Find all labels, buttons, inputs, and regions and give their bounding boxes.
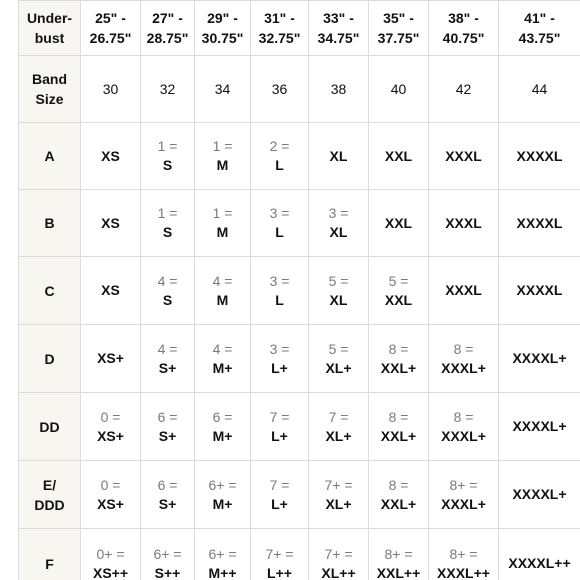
band-size-cell: [195, 56, 251, 123]
underbust-range-cell: [141, 1, 195, 56]
cup-label: F: [45, 555, 54, 572]
underbust-range-line: 31" -: [264, 10, 295, 26]
size-label: XS: [101, 214, 120, 231]
underbust-range-line: 34.75": [317, 30, 360, 46]
size-label: XXXL+: [441, 495, 486, 512]
band-size-value: 38: [330, 81, 347, 97]
size-label: M+: [212, 495, 233, 512]
band-size-label-cell: [19, 56, 81, 123]
size-label: XXXL: [445, 214, 482, 231]
band-size-value: 42: [455, 81, 472, 97]
underbust-range-cell: [195, 1, 251, 56]
underbust-range-line: 41" -: [524, 10, 555, 26]
size-cell: [195, 190, 251, 257]
underbust-range-line: 29" -: [207, 10, 238, 26]
size-code: 3 =: [269, 340, 290, 357]
size-cell: [499, 190, 580, 257]
size-cell: [141, 461, 195, 529]
size-label: S++: [154, 564, 181, 580]
table-row: [19, 461, 580, 529]
size-code: 6 =: [157, 476, 178, 493]
size-label: XXXXL++: [508, 555, 571, 571]
size-label: XL: [329, 291, 348, 308]
size-cell: [251, 529, 309, 580]
size-cell: [499, 123, 580, 190]
underbust-label-line: bust: [34, 30, 65, 46]
size-code: 7+ =: [265, 545, 294, 562]
size-code: 8 =: [388, 340, 409, 357]
cup-label: E/: [42, 476, 57, 493]
size-cell: [369, 529, 429, 580]
size-code: 4 =: [157, 340, 178, 357]
size-label: XXXXL+: [512, 486, 567, 502]
size-label: L: [275, 291, 284, 308]
size-code: 8+ =: [449, 545, 478, 562]
table-row: [19, 325, 580, 393]
size-cell: [499, 325, 580, 393]
size-cell: [429, 393, 499, 461]
size-cell: [499, 257, 580, 325]
size-chart: [18, 0, 580, 580]
cup-label: B: [44, 215, 55, 231]
underbust-range-line: 30.75": [201, 30, 244, 46]
size-cell: [369, 190, 429, 257]
size-label: XXXL++: [437, 564, 490, 580]
underbust-range-line: 28.75": [146, 30, 189, 46]
size-code: 1 =: [157, 205, 178, 221]
band-size-value: 44: [531, 81, 548, 97]
size-cell: [251, 325, 309, 393]
band-size-cell: [369, 56, 429, 123]
size-cell: [81, 461, 141, 529]
size-cell: [141, 257, 195, 325]
size-label: L+: [271, 427, 288, 444]
size-code: 0 =: [100, 476, 121, 493]
size-code: 5 =: [328, 340, 349, 357]
size-cell: [499, 461, 580, 529]
band-size-cell: [309, 56, 369, 123]
size-label: XS+: [97, 427, 124, 444]
underbust-range-line: 32.75": [258, 30, 301, 46]
size-cell: [309, 529, 369, 580]
size-label: S: [162, 291, 173, 308]
size-code: 8 =: [388, 476, 409, 493]
size-code: 3 =: [269, 205, 290, 221]
size-code: 6 =: [212, 408, 233, 425]
size-cell: [369, 325, 429, 393]
size-cell: [309, 393, 369, 461]
size-label: XS+: [97, 495, 124, 512]
size-code: 8 =: [388, 408, 409, 425]
size-label: XXXL+: [441, 359, 486, 376]
size-label: XL+: [325, 427, 352, 444]
size-cell: [429, 257, 499, 325]
underbust-range-line: 25" -: [95, 10, 126, 26]
size-cell: [429, 529, 499, 580]
size-cell: [251, 190, 309, 257]
size-cell: [251, 393, 309, 461]
size-cell: [195, 325, 251, 393]
size-label: XXXXL: [516, 214, 563, 231]
size-cell: [81, 325, 141, 393]
table-row: [19, 257, 580, 325]
size-label: XL+: [325, 495, 352, 512]
cup-label-cell: [19, 190, 81, 257]
size-label: XXXL: [445, 282, 482, 298]
underbust-range-cell: [251, 1, 309, 56]
size-code: 6 =: [157, 408, 178, 425]
cup-label-cell: [19, 123, 81, 190]
size-cell: [251, 257, 309, 325]
size-code: 0 =: [100, 408, 121, 425]
size-cell: [251, 461, 309, 529]
size-code: 1 =: [212, 138, 233, 154]
size-code: 5 =: [388, 272, 409, 289]
band-size-cell: [81, 56, 141, 123]
band-size-cell: [429, 56, 499, 123]
size-label: XXL+: [380, 427, 417, 444]
size-label: XXL++: [376, 564, 421, 580]
size-label: L: [275, 157, 284, 173]
size-label: L+: [271, 495, 288, 512]
underbust-label-cell: [19, 1, 81, 56]
size-label: XXXXL+: [512, 418, 567, 434]
size-cell: [429, 190, 499, 257]
size-cell: [429, 123, 499, 190]
size-label: XXL+: [380, 495, 417, 512]
size-cell: [81, 257, 141, 325]
size-cell: [141, 190, 195, 257]
cup-label-cell: [19, 529, 81, 580]
size-code: 4 =: [157, 272, 178, 289]
cup-label: A: [44, 148, 55, 164]
size-label: M+: [212, 427, 233, 444]
size-cell: [251, 123, 309, 190]
size-label: S: [162, 157, 173, 173]
band-size-value: 36: [271, 81, 288, 97]
size-code: 7+ =: [324, 476, 353, 493]
size-code: 7 =: [328, 408, 349, 425]
band-size-value: 34: [214, 81, 231, 97]
size-cell: [499, 393, 580, 461]
underbust-range-cell: [369, 1, 429, 56]
size-label: M: [216, 291, 229, 308]
underbust-range-line: 35" -: [383, 10, 414, 26]
size-code: 0+ =: [96, 545, 125, 562]
size-code: 4 =: [212, 272, 233, 289]
underbust-label-line: Under-: [26, 10, 73, 26]
size-label: L: [275, 224, 284, 240]
size-label: XL++: [321, 564, 356, 580]
size-label: S+: [158, 359, 177, 376]
underbust-range-line: 37.75": [377, 30, 420, 46]
size-label: XXXXL+: [512, 350, 567, 366]
band-size-cell: [251, 56, 309, 123]
size-label: M: [216, 224, 229, 240]
size-code: 3 =: [269, 272, 290, 289]
underbust-range-line: 38" -: [448, 10, 479, 26]
size-code: 6+ =: [208, 476, 237, 493]
size-label: M: [216, 157, 229, 173]
band-size-label-line: Band: [32, 71, 67, 87]
size-cell: [309, 325, 369, 393]
size-cell: [141, 393, 195, 461]
size-label: XS+: [97, 350, 124, 366]
size-label: M++: [208, 564, 237, 580]
size-label: XS: [101, 147, 120, 164]
underbust-range-cell: [429, 1, 499, 56]
underbust-range-line: 43.75": [518, 30, 561, 46]
size-cell: [81, 190, 141, 257]
table-row: [19, 123, 580, 190]
band-size-cell: [141, 56, 195, 123]
underbust-range-cell: [499, 1, 580, 56]
band-size-value: 30: [102, 81, 119, 97]
size-cell: [81, 529, 141, 580]
size-cell: [195, 393, 251, 461]
size-code: 2 =: [269, 138, 290, 154]
underbust-row: [19, 1, 580, 56]
size-label: L+: [271, 359, 288, 376]
table-row: [19, 190, 580, 257]
size-label: XXL: [384, 214, 413, 231]
size-label: XS: [101, 282, 120, 298]
size-cell: [309, 257, 369, 325]
size-label: XS++: [92, 564, 129, 580]
cup-label: DDD: [34, 496, 65, 513]
size-cell: [499, 529, 580, 580]
size-label: XL+: [325, 359, 352, 376]
size-cell: [195, 123, 251, 190]
size-label: XXXL: [445, 147, 482, 164]
size-code: 7+ =: [324, 545, 353, 562]
underbust-range-line: 27" -: [152, 10, 183, 26]
band-size-value: 32: [159, 81, 176, 97]
cup-label-cell: [19, 393, 81, 461]
cup-label: DD: [39, 418, 60, 435]
size-cell: [369, 257, 429, 325]
size-cell: [195, 529, 251, 580]
size-table: [18, 0, 580, 580]
underbust-range-line: 33" -: [323, 10, 354, 26]
size-cell: [141, 529, 195, 580]
table-row: [19, 393, 580, 461]
size-cell: [309, 123, 369, 190]
size-label: XL: [329, 224, 348, 240]
size-code: 1 =: [157, 138, 178, 154]
size-cell: [429, 325, 499, 393]
cup-label: C: [44, 282, 55, 299]
size-cell: [309, 461, 369, 529]
size-cell: [309, 190, 369, 257]
size-label: L++: [267, 564, 292, 580]
size-cell: [141, 123, 195, 190]
size-cell: [369, 393, 429, 461]
size-cell: [369, 123, 429, 190]
size-label: XXXXL: [516, 147, 563, 164]
underbust-range-line: 40.75": [442, 30, 485, 46]
size-code: 5 =: [328, 272, 349, 289]
size-code: 7 =: [269, 408, 290, 425]
band-size-value: 40: [390, 81, 407, 97]
size-label: S: [162, 224, 173, 240]
underbust-range-cell: [81, 1, 141, 56]
band-size-cell: [499, 56, 580, 123]
size-cell: [195, 257, 251, 325]
size-label: XL: [329, 147, 348, 164]
size-cell: [429, 461, 499, 529]
size-label: XXL+: [380, 359, 417, 376]
underbust-range-line: 26.75": [89, 30, 132, 46]
band-size-label-line: Size: [35, 91, 64, 107]
size-code: 7 =: [269, 476, 290, 493]
size-code: 3 =: [328, 205, 349, 221]
size-cell: [195, 461, 251, 529]
table-body: [19, 1, 580, 580]
cup-label-cell: [19, 461, 81, 529]
underbust-range-cell: [309, 1, 369, 56]
size-code: 1 =: [212, 205, 233, 221]
size-cell: [141, 325, 195, 393]
cup-label-cell: [19, 325, 81, 393]
size-cell: [81, 393, 141, 461]
size-label: S+: [158, 495, 177, 512]
size-code: 8 =: [453, 408, 474, 425]
size-label: XXL: [384, 147, 413, 164]
size-code: 4 =: [212, 340, 233, 357]
size-code: 8+ =: [384, 545, 413, 562]
size-code: 6+ =: [208, 545, 237, 562]
table-row: [19, 529, 580, 580]
size-cell: [81, 123, 141, 190]
size-label: XXXL+: [441, 427, 486, 444]
size-label: S+: [158, 427, 177, 444]
band-size-row: [19, 56, 580, 123]
size-label: XXL: [384, 291, 413, 308]
size-code: 8 =: [453, 340, 474, 357]
size-code: 8+ =: [449, 476, 478, 493]
cup-label-cell: [19, 257, 81, 325]
size-label: XXXXL: [516, 282, 563, 298]
cup-label: D: [44, 350, 55, 367]
size-cell: [369, 461, 429, 529]
size-label: M+: [212, 359, 233, 376]
size-code: 6+ =: [153, 545, 182, 562]
